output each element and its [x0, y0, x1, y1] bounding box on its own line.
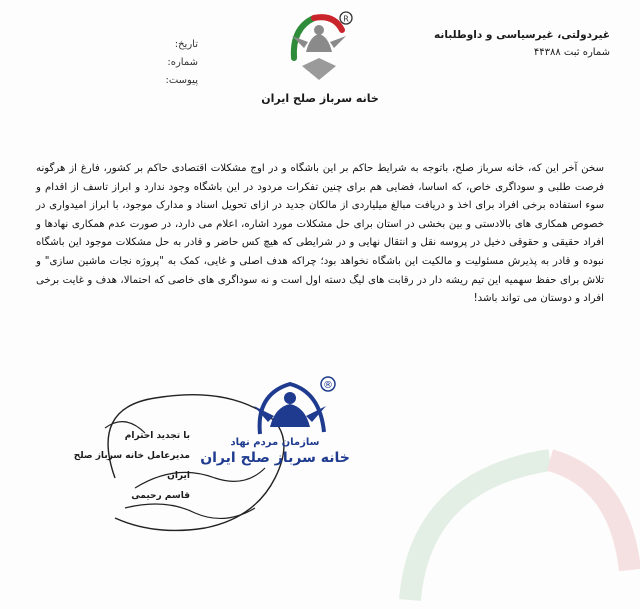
body-paragraph: سخن آخر این که، خانه سرباز صلح، باتوجه به شرایط حاکم بر این باشگاه و در اوج مشکلات اقتصادی حاکم بر کشور، فارغ از هرگونه فرصت طلبی و سوداگری خاص، که اساسا، فضایی هم برای چنین تفکرات مردود در این باشگاه وجود ندارد و ابراز تاسف از اقدام و سوء استفاده برخی افراد برای اخذ و دریافت مبالغ میلیاردی از مالکان جدید در ازای تحویل اسناد و مدارک موجود، با ابراز امیدواری در خصوص همکاری های بالادستی و بین بخشی در استان برای حل مشکلات مورد اشاره، اعلام می دارد، در صورت عدم همکاری نهادها و افراد حقیقی و حقوقی دخیل در پروسه نقل و انتقال نهایی و در شرایطی که هیچ کس حاضر و قادر به حل مشکلات موجود این باشگاه نبوده و قادر به پذیرش مسئولیت و مالکیت این باشگاه نخواهد بود؛ چراکه هدف اصلی و غایی، کمک به "پروژه نجات ماشین سازی" و تلاش برای حفظ سهمیه این تیم ریشه دار در رقابت های لیگ دسته اول است و نه سوداگری های خاصی که احتمالا، هدف و غایت برخی افراد و دوستان می تواند باشد! [36, 163, 604, 305]
signature-block [60, 426, 190, 506]
letter-body [36, 160, 604, 309]
stamp-name: خانه سرباز صلح ایران [200, 450, 350, 466]
watermark-logo-icon [380, 440, 640, 609]
org-logo-icon [284, 8, 354, 88]
date-field-label: تاریخ: [174, 39, 198, 50]
org-name-header: خانه سرباز صلح ایران [261, 92, 379, 105]
org-type-text: غیردولتی، غیرسیاسی و داوطلبانه [434, 29, 610, 41]
signature-name: قاسم رحیمی [131, 491, 190, 501]
attachment-field-label: پیوست: [165, 75, 198, 86]
header-registration [430, 26, 610, 62]
svg-text:R: R [343, 14, 349, 24]
stamp-subtitle: سازمان مردم نهاد [230, 437, 320, 448]
stamp-text [200, 437, 350, 466]
number-field-label: شماره: [167, 57, 198, 68]
signature-closing: با تجدید احترام [124, 431, 190, 441]
header-fields [118, 36, 198, 90]
signature-title: مدیرعامل خانه سرباز صلح ایران [73, 451, 190, 481]
registration-number: شماره ثبت ۴۴۳۸۸ [533, 47, 610, 58]
registered-mark: ® [323, 380, 333, 391]
